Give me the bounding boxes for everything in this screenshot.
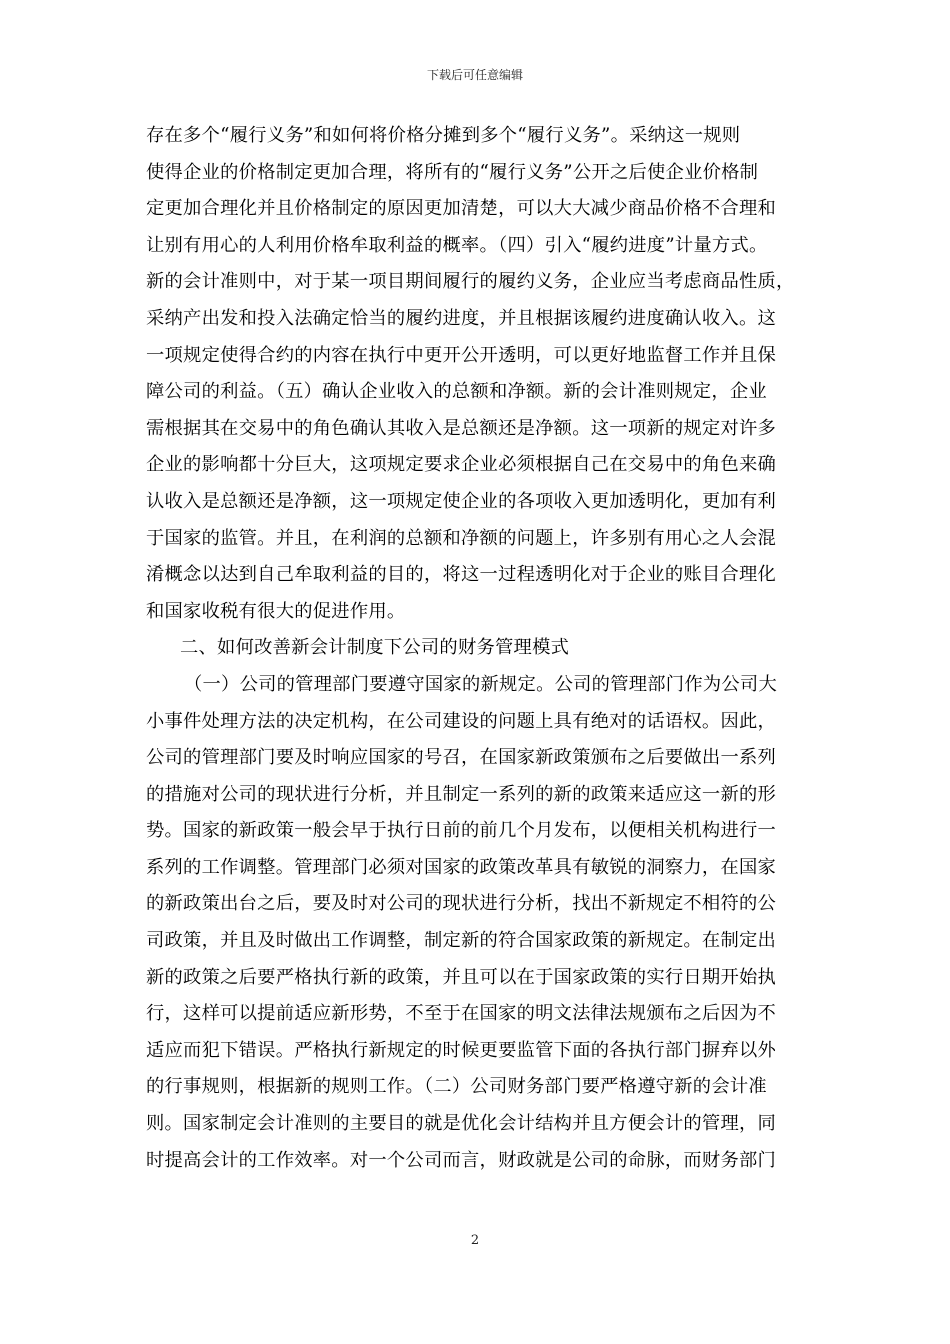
body-line: 淆概念以达到自己牟取利益的目的，将这一过程透明化对于企业的账目合理化: [146, 564, 777, 586]
body-line: 行，这样可以提前适应新形势，不至于在国家的明文法律法规颁布之后因为不: [146, 1003, 777, 1025]
body-line: （一）公司的管理部门要遵守国家的新规定。公司的管理部门作为公司大: [184, 673, 777, 695]
body-line: 需根据其在交易中的角色确认其收入是总额还是净额。这一项新的规定对许多: [146, 417, 777, 439]
body-line: 新的政策之后要严格执行新的政策，并且可以在于国家政策的实行日期开始执: [146, 966, 777, 988]
body-line: 小事件处理方法的决定机构，在公司建设的问题上具有绝对的话语权。因此，: [146, 710, 777, 732]
body-line: 障公司的利益。（五）确认企业收入的总额和净额。新的会计准则规定，企业: [146, 381, 767, 403]
body-line: 势。国家的新政策一般会早于执行日前的前几个月发布，以便相关机构进行一: [146, 820, 777, 842]
body-line: 的行事规则，根据新的规则工作。（二）公司财务部门要严格遵守新的会计准: [146, 1076, 767, 1098]
body-line: 时提高会计的工作效率。对一个公司而言，财政就是公司的命脉，而财务部门: [146, 1149, 777, 1171]
body-line: 的新政策出台之后，要及时对公司的现状进行分析，找出不新规定不相符的公: [146, 893, 777, 915]
document-body: [146, 118, 821, 1179]
body-line: 让别有用心的人利用价格牟取利益的概率。（四）引入“履约进度”计量方式。: [146, 234, 768, 256]
body-line: 存在多个“履行义务”和如何将价格分摊到多个“履行义务”。采纳这一规则: [146, 125, 741, 146]
body-line: 认收入是总额还是净额，这一项规定使企业的各项收入更加透明化，更加有利: [146, 490, 777, 512]
body-line: 于国家的监管。并且，在利润的总额和净额的问题上，许多别有用心之人会混: [146, 527, 777, 549]
body-line: 司政策，并且及时做出工作调整，制定新的符合国家政策的新规定。在制定出: [146, 930, 777, 952]
body-line: 的措施对公司的现状进行分析，并且制定一系列的新的政策来适应这一新的形: [146, 783, 777, 805]
body-line: 一项规定使得合约的内容在执行中更开公开透明，可以更好地监督工作并且保: [146, 344, 777, 366]
body-line: 和国家收税有很大的促进作用。: [146, 600, 406, 622]
section-heading: 二、如何改善新会计制度下公司的财务管理模式: [180, 637, 570, 659]
body-line: 企业的影响都十分巨大，这项规定要求企业必须根据自己在交易中的角色来确: [146, 454, 777, 476]
body-line: 采纳产出发和投入法确定恰当的履约进度，并且根据该履约进度确认收入。这: [146, 307, 777, 329]
body-line: 则。国家制定会计准则的主要目的就是优化会计结构并且方便会计的管理，同: [146, 1113, 777, 1135]
body-line: 新的会计准则中，对于某一项目期间履行的履约义务，企业应当考虑商品性质，: [146, 271, 795, 293]
page-header: 下载后可任意编辑: [426, 68, 523, 82]
body-line: 适应而犯下错误。严格执行新规定的时候更要监管下面的各执行部门摒弃以外: [146, 1039, 777, 1061]
body-line: 定更加合理化并且价格制定的原因更加清楚，可以大大减少商品价格不合理和: [146, 198, 777, 220]
body-line: 公司的管理部门要及时响应国家的号召，在国家新政策颁布之后要做出一系列: [146, 747, 777, 769]
body-line: 系列的工作调整。管理部门必须对国家的政策改革具有敏锐的洞察力，在国家: [146, 856, 777, 878]
body-line: 使得企业的价格制定更加合理，将所有的“履行义务”公开之后使企业价格制: [146, 161, 759, 183]
page-number: 2: [470, 1233, 480, 1248]
